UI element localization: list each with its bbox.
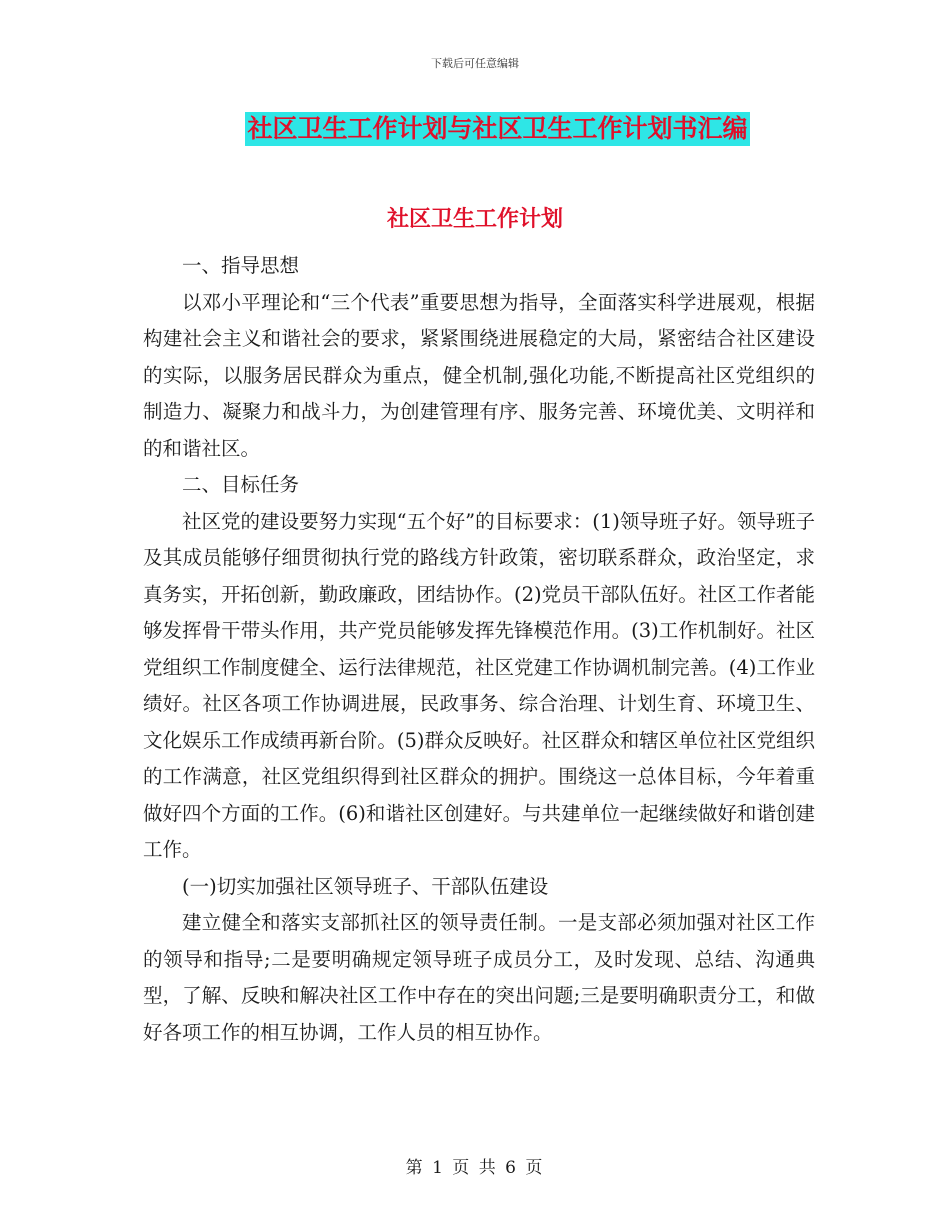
paragraph-leadership-building: 建立健全和落实支部抓社区的领导责任制。一是支部必须加强对社区工作的领导和指导;二是要明确规定领导班子成员分工，及时发现、总结、沟通典型，了解、反映和解决社区工作中存在的突出问题;三是要明确职责分工，和做好各项工作的相互协调，工作人员的相互协作。 (143, 911, 815, 1044)
page-footer: 第 1 页 共 6 页 (405, 1158, 545, 1178)
main-title: 社区卫生工作计划与社区卫生工作计划书汇编 (245, 112, 749, 146)
heading-leadership-building: (一)切实加强社区领导班子、干部队伍建设 (182, 874, 549, 898)
paragraph-goals-tasks: 社区党的建设要努力实现“五个好”的目标要求：(1)领导班子好。领导班子及其成员能够仔细贯彻执行党的路线方针政策，密切联系群众，政治坚定，求真务实，开拓创新，勤政廉政，团结协作。(2)党员干部队伍好。社区工作者能够发挥骨干带头作用，共产党员能够发挥先锋模范作用。(3)工作机制好。社区党组织工作制度健全、运行法律规范，社区党建工作协调机制完善。(4)工作业绩好。社区各项工作协调进展，民政事务、综合治理、计划生育、环境卫生、文化娱乐工作成绩再新台阶。(5)群众反映好。社区群众和辖区单位社区党组织的工作满意，社区党组织得到社区群众的拥护。围绕这一总体目标，今年着重做好四个方面的工作。(6)和谐社区创建好。与共建单位一起继续做好和谐创建工作。 (143, 509, 815, 861)
header-note: 下载后可任意编辑 (431, 57, 519, 70)
body-text (143, 248, 815, 1051)
main-title-container (0, 112, 950, 146)
heading-guiding-ideology: 一、指导思想 (182, 254, 300, 277)
paragraph-guiding-ideology: 以邓小平理论和“三个代表”重要思想为指导，全面落实科学进展观，根据构建社会主义和谐社会的要求，紧紧围绕进展稳定的大局，紧密结合社区建设的实际，以服务居民群众为重点，健全机制,强化功能,不断提高社区党组织的制造力、凝聚力和战斗力，为创建管理有序、服务完善、环境优美、文明祥和的和谐社区。 (143, 290, 815, 460)
heading-goals-tasks: 二、目标任务 (182, 473, 300, 496)
section-title: 社区卫生工作计划 (386, 207, 563, 232)
